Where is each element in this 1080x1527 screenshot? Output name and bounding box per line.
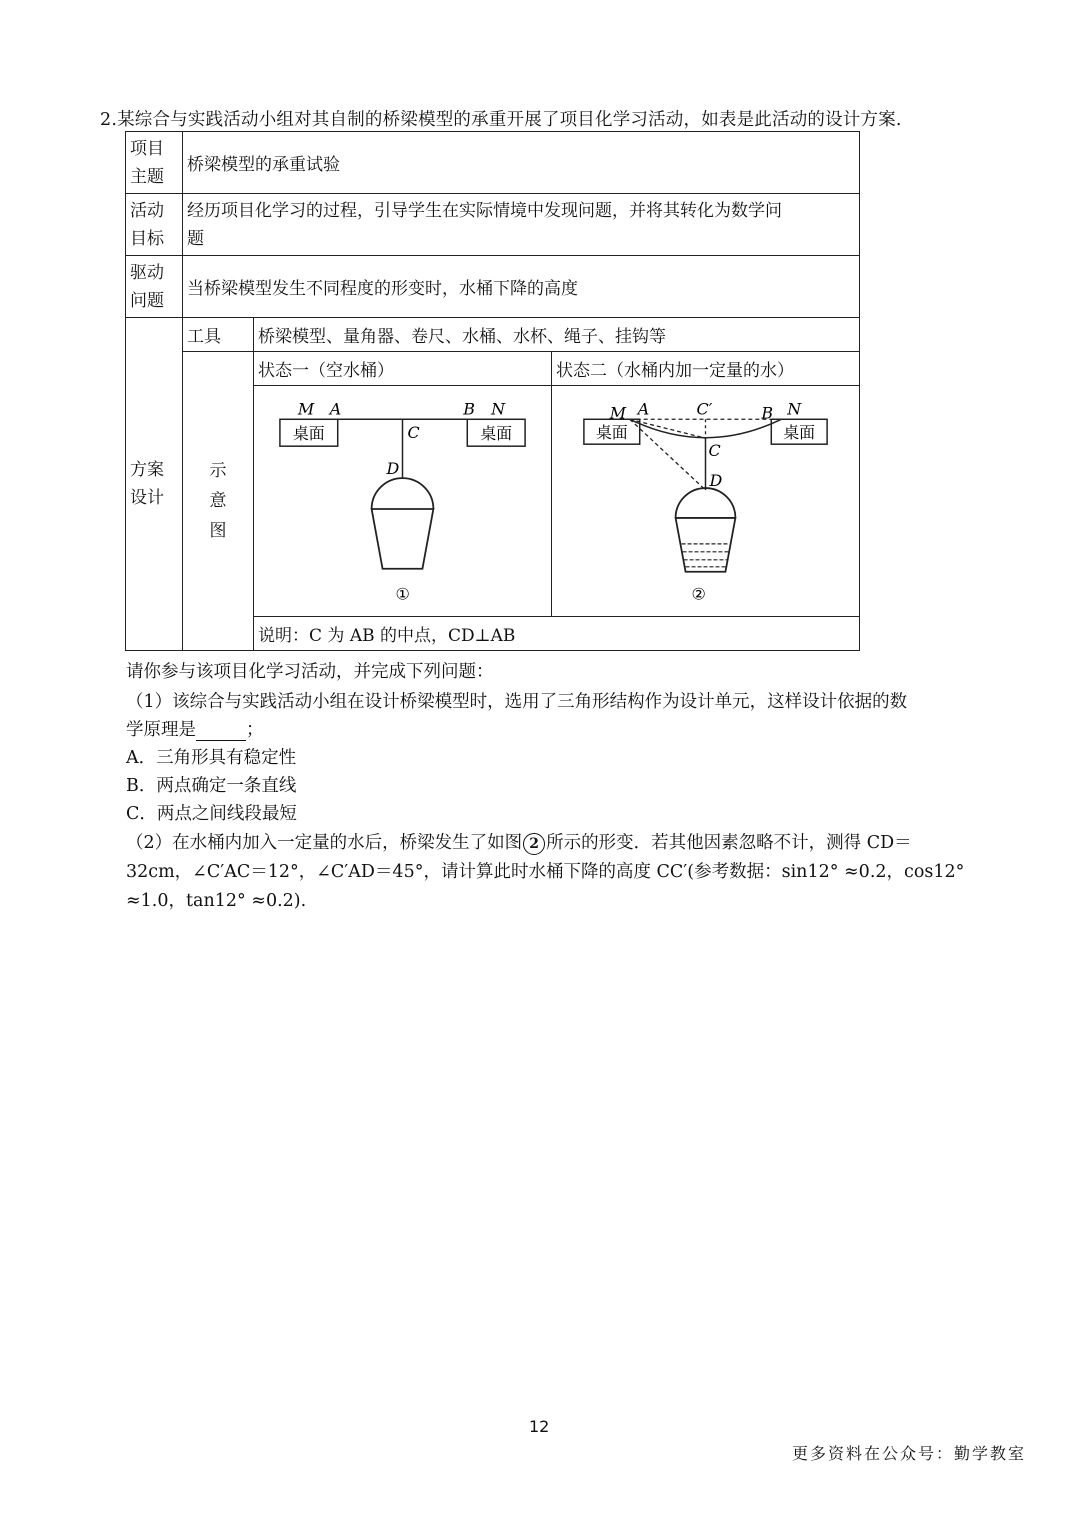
- question-1-line-2: [126, 716, 264, 741]
- row-value-goal: [183, 194, 860, 256]
- row-label-design: [126, 318, 183, 651]
- bucket-handle: [676, 488, 736, 518]
- dashed-a-c: [630, 419, 706, 438]
- dashed-a-d: [630, 419, 706, 490]
- state2-heading: 状态二（水桶内加一定量的水）: [552, 352, 860, 386]
- point-a-label: A: [637, 399, 650, 419]
- state1-heading: 状态一（空水桶）: [254, 352, 552, 386]
- figure-1-cell: [254, 386, 552, 617]
- table-note: 说明：C 为 AB 的中点，CD⊥AB: [254, 617, 860, 651]
- bucket-body: [372, 509, 434, 569]
- option-a[interactable]: A．三角形具有稳定性: [126, 748, 297, 768]
- point-c-label: C: [708, 441, 721, 461]
- point-n-label: N: [491, 399, 506, 419]
- intro-text: 请你参与该项目化学习活动，并完成下列问题：: [126, 662, 494, 682]
- row-label-topic: [126, 132, 183, 194]
- question-2-text: 所示的形变．若其他因素忽略不计，测得 CD＝: [546, 833, 912, 853]
- point-b-label: B: [761, 403, 774, 423]
- question-2-line-3: ≈1.0，tan12° ≈0.2).: [126, 891, 307, 911]
- row-value-question: 当桥梁模型发生不同程度的形变时，水桶下降的高度: [183, 256, 860, 318]
- desk-right-label: 桌面: [783, 423, 816, 443]
- point-m-label: M: [609, 403, 627, 423]
- label-line: 方案: [130, 460, 164, 480]
- page-number: 12: [529, 1417, 550, 1436]
- value-line: 经历项目化学习的过程，引导学生在实际情境中发现问题，并将其转化为数学问: [187, 200, 782, 221]
- point-m-label: M: [297, 399, 315, 419]
- point-cprime-label: C′: [696, 399, 713, 419]
- bucket-body: [676, 518, 736, 572]
- label-line: 设计: [130, 488, 164, 508]
- point-n-label: N: [787, 399, 802, 419]
- figure-1-diagram: [254, 386, 551, 616]
- label-char: 图: [209, 521, 227, 541]
- figure-2-cell: [552, 386, 860, 617]
- point-d-label: D: [709, 471, 723, 491]
- footer-note: 更多资料在公众号：勤学教室: [791, 1444, 1026, 1463]
- label-char: 示: [209, 461, 227, 481]
- desk-left-label: 桌面: [292, 424, 325, 444]
- tools-label: 工具: [183, 318, 254, 352]
- question-1-end: ；: [246, 720, 264, 740]
- label-line: 项目: [130, 138, 164, 159]
- figure-1-number: ①: [395, 584, 410, 604]
- label-line: 目标: [130, 228, 164, 249]
- value-line: 题: [187, 228, 204, 249]
- label-line: 活动: [130, 200, 164, 221]
- row-label-question: [126, 256, 183, 318]
- point-d-label: D: [386, 459, 400, 479]
- question-1-text: 学原理是: [126, 720, 196, 740]
- option-b[interactable]: B．两点确定一条直线: [126, 776, 297, 796]
- diagram-label: [183, 352, 254, 651]
- desk-left-label: 桌面: [595, 423, 628, 443]
- row-label-goal: [126, 194, 183, 256]
- question-2-line-2: 32cm，∠C′AC＝12°，∠C′AD＝45°，请计算此时水桶下降的高度 CC′(参考数据：sin12° ≈0.2，cos12°: [126, 862, 965, 882]
- point-a-label: A: [329, 399, 342, 419]
- row-value-topic: 桥梁模型的承重试验: [183, 132, 860, 194]
- answer-blank[interactable]: [196, 724, 246, 741]
- tools-value: 桥梁模型、量角器、卷尺、水桶、水杯、绳子、挂钩等: [254, 318, 860, 352]
- label-line: 问题: [130, 290, 164, 311]
- figure-ref-circle: 2: [523, 833, 545, 855]
- point-b-label: B: [463, 399, 476, 419]
- question-title: 2.某综合与实践活动小组对其自制的桥梁模型的承重开展了项目化学习活动，如表是此活动的设计方案.: [100, 110, 902, 130]
- desk-right-label: 桌面: [480, 424, 513, 444]
- label-line: 主题: [130, 166, 164, 187]
- option-c[interactable]: C．两点之间线段最短: [126, 804, 297, 824]
- question-2-text: （2）在水桶内加入一定量的水后，桥梁发生了如图: [126, 833, 523, 853]
- label-char: 意: [209, 491, 227, 511]
- question-2-line-1: [126, 829, 912, 855]
- design-plan-table: [125, 131, 860, 651]
- point-c-label: C: [407, 423, 420, 443]
- bucket-handle: [372, 478, 434, 509]
- figure-2-diagram: [552, 386, 859, 616]
- label-line: 驱动: [130, 262, 164, 283]
- figure-2-number: ②: [691, 584, 706, 604]
- question-1-line-1: （1）该综合与实践活动小组在设计桥梁模型时，选用了三角形结构作为设计单元，这样设计依据的数: [126, 692, 908, 712]
